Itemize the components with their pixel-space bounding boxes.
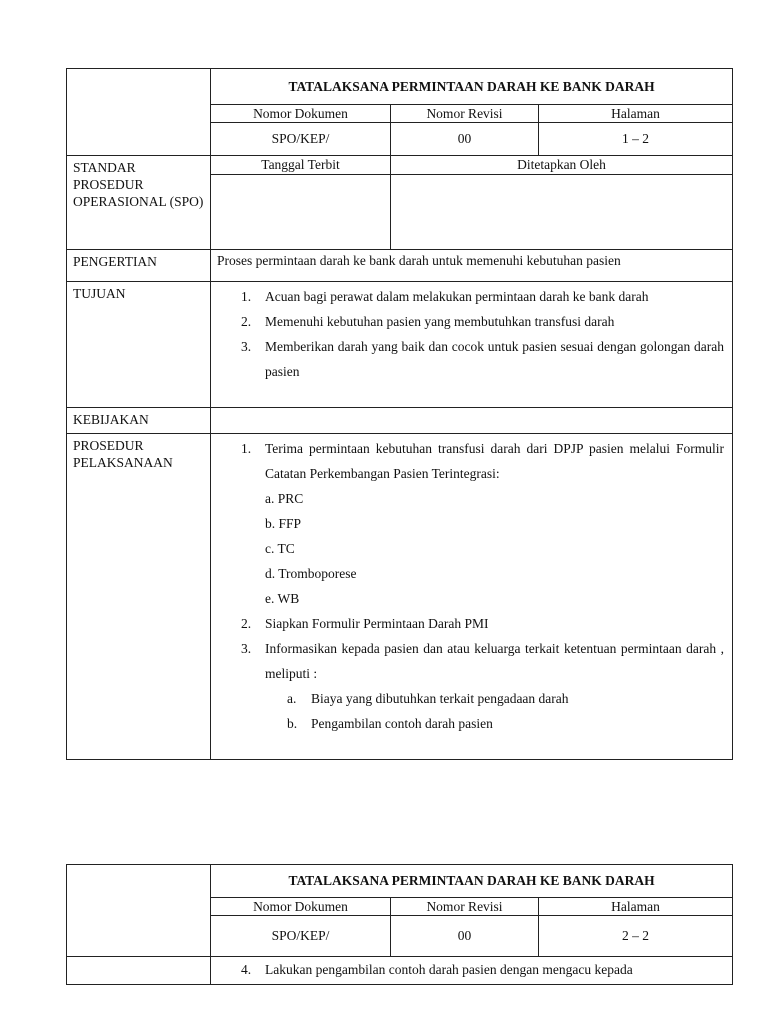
list-item: 3. Informasikan kepada pasien dan atau keluarga terkait ketentuan permintaan darah , meliputi : (241, 641, 725, 681)
tujuan-label: TUJUAN (67, 282, 211, 408)
col-header-page: Halaman (539, 898, 733, 916)
col-header-doc-number: Nomor Dokumen (211, 105, 391, 123)
prosedur-content (211, 434, 733, 760)
list-item: 1. Terima permintaan kebutuhan transfusi darah dari DPJP pasien melalui Formulir Catatan Perkembangan Pasien Terintegrasi: a. PRC b. FFP c. TC d. Tromboporese e. WB (211, 436, 732, 611)
tujuan-content (211, 282, 733, 408)
logo-cell (67, 69, 211, 156)
established-by-value (391, 175, 733, 250)
document-title: TATALAKSANA PERMINTAAN DARAH KE BANK DARAH (211, 69, 733, 105)
sub-item: b. Pengambilan contoh darah pasien (287, 716, 493, 731)
established-by-header: Ditetapkan Oleh (391, 156, 733, 175)
issue-date-header: Tanggal Terbit (211, 156, 391, 175)
revision-value: 00 (391, 916, 539, 957)
col-header-revision: Nomor Revisi (391, 898, 539, 916)
doc-number-value: SPO/KEP/ (211, 916, 391, 957)
col-header-revision: Nomor Revisi (391, 105, 539, 123)
list-item: 2. Siapkan Formulir Permintaan Darah PMI (241, 616, 489, 631)
sub-item: a. Biaya yang dibutuhkan terkait pengadaan darah (287, 691, 569, 706)
page-value: 1 – 2 (539, 123, 733, 156)
doc-number-value: SPO/KEP/ (211, 123, 391, 156)
page-value: 2 – 2 (539, 916, 733, 957)
issue-date-value (211, 175, 391, 250)
sub-item: a. PRC (265, 491, 304, 506)
document-title: TATALAKSANA PERMINTAAN DARAH KE BANK DARAH (211, 865, 733, 898)
revision-value: 00 (391, 123, 539, 156)
spo-page-2 (66, 864, 733, 985)
sub-item: e. WB (265, 591, 300, 606)
prosedur-continued (211, 957, 733, 985)
sub-item: c. TC (265, 541, 295, 556)
sub-item: d. Tromboporese (265, 566, 357, 581)
pengertian-text: Proses permintaan darah ke bank darah untuk memenuhi kebutuhan pasien (211, 250, 733, 282)
col-header-page: Halaman (539, 105, 733, 123)
list-item: 4. Lakukan pengambilan contoh darah pasien dengan mengacu kepada (241, 962, 633, 977)
sub-item: b. FFP (265, 516, 302, 531)
kebijakan-content (211, 408, 733, 434)
list-item: 1. Acuan bagi perawat dalam melakukan permintaan darah ke bank darah (241, 289, 649, 304)
pengertian-label: PENGERTIAN (67, 250, 211, 282)
kebijakan-label: KEBIJAKAN (67, 408, 211, 434)
spo-page-1 (66, 68, 733, 760)
list-item: 3. Memberikan darah yang baik dan cocok untuk pasien sesuai dengan golongan darah pasien (241, 339, 725, 379)
prosedur-label: PROSEDUR PELAKSANAAN (67, 434, 211, 760)
list-item: 2. Memenuhi kebutuhan pasien yang membutuhkan transfusi darah (241, 314, 615, 329)
spo-label: STANDAR PROSEDUR OPERASIONAL (SPO) (67, 156, 211, 250)
label-cell (67, 957, 211, 985)
col-header-doc-number: Nomor Dokumen (211, 898, 391, 916)
logo-cell (67, 865, 211, 957)
